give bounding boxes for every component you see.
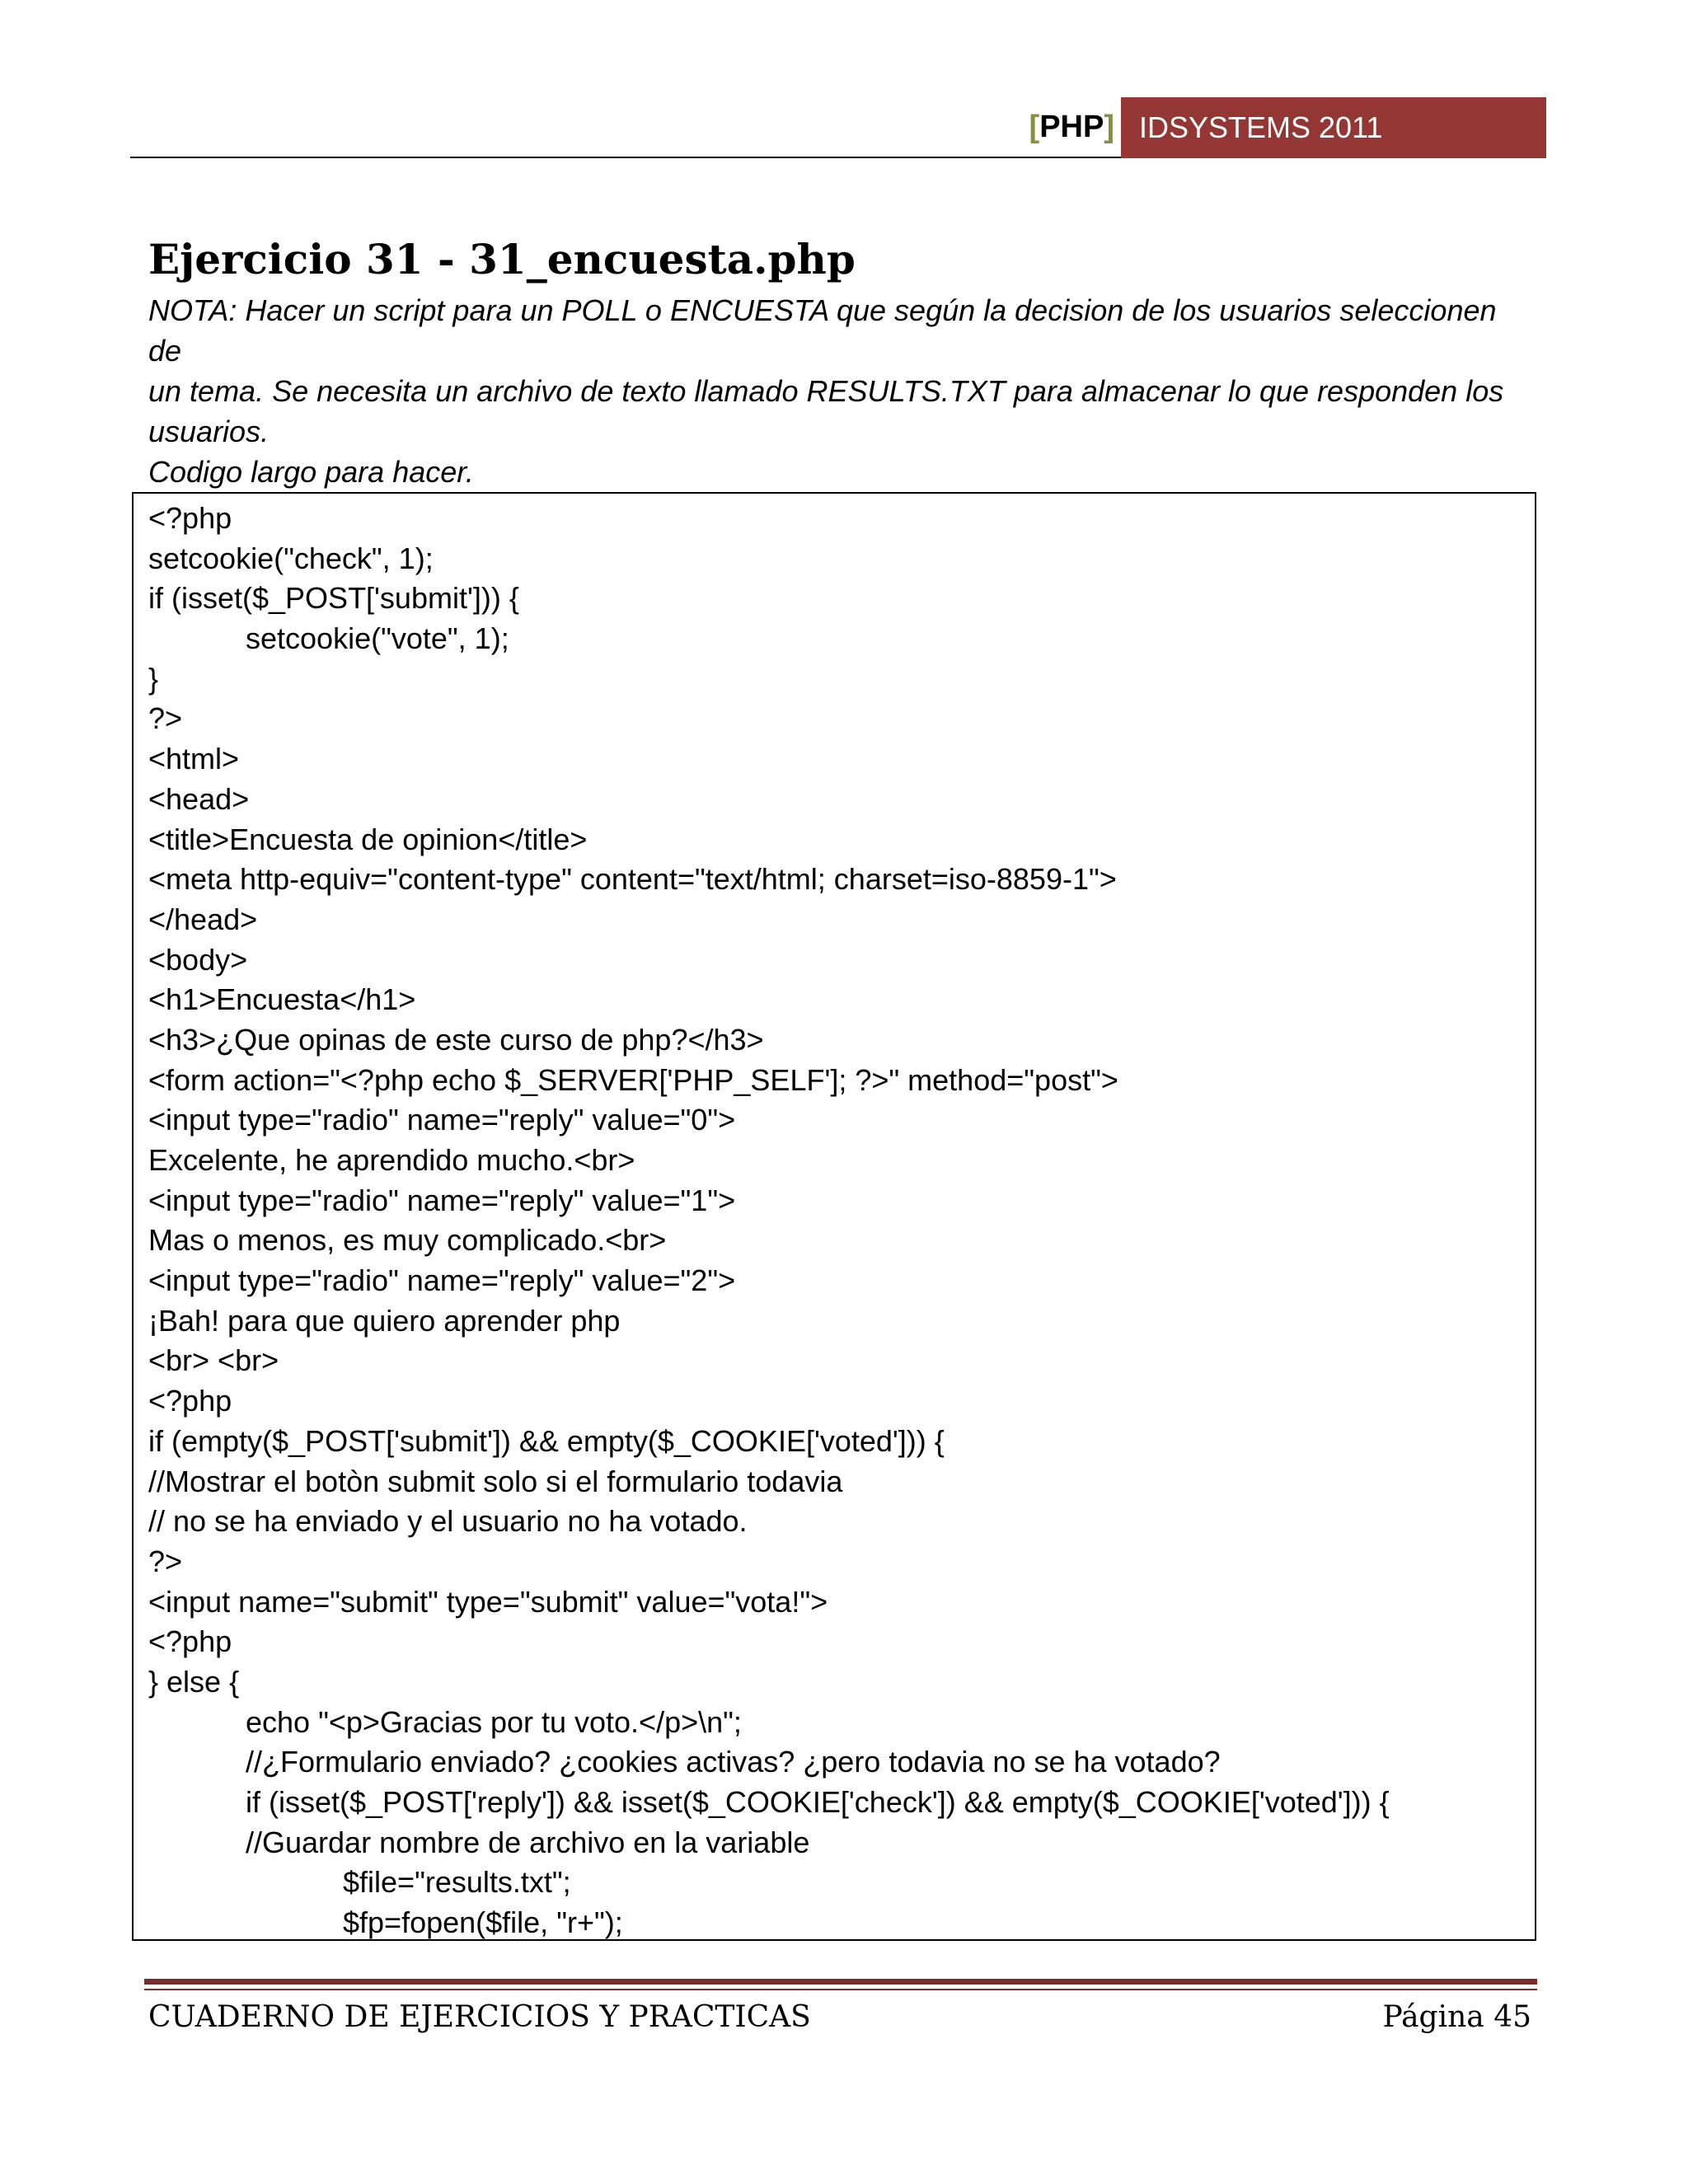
code-line: //Guardar nombre de archivo en la variable <box>246 1825 810 1859</box>
code-line: Mas o menos, es muy complicado.<br> <box>148 1223 667 1258</box>
code-line: ?> <box>148 1544 183 1578</box>
code-line: <input type="radio" name="reply" value="2"> <box>148 1263 736 1298</box>
code-line: //Mostrar el botòn submit solo si el formulario todavia <box>148 1464 843 1498</box>
code-line: //¿Formulario enviado? ¿cookies activas? ¿pero todavia no se ha votado? <box>246 1745 1221 1779</box>
code-line: if (isset($_POST['submit'])) { <box>148 581 519 616</box>
code-line: <?php <box>148 1384 232 1418</box>
header-rule <box>130 157 1121 158</box>
code-line: <meta http-equiv="content-type" content="text/html; charset=iso-8859-1"> <box>148 862 1117 897</box>
page-number: Página 45 <box>1382 2000 1531 2034</box>
header-tag <box>989 97 1114 157</box>
code-line: <h3>¿Que opinas de este curso de php?</h3> <box>148 1022 764 1057</box>
code-line: setcookie("vote", 1); <box>246 621 509 656</box>
footer-rule-thin <box>144 1989 1537 1990</box>
code-line: <head> <box>148 781 250 816</box>
code-line: <?php <box>148 1624 232 1659</box>
footer-rule-thick <box>144 1979 1537 1985</box>
code-line: // no se ha enviado y el usuario no ha votado. <box>148 1504 748 1539</box>
note-line: un tema. Se necesita un archivo de texto llamado RESULTS.TXT para almacenar lo que responden los <box>148 374 1504 408</box>
code-listing-box <box>132 492 1536 1941</box>
code-line: if (isset($_POST['reply']) && isset($_COOKIE['check']) && empty($_COOKIE['voted'])) { <box>246 1785 1390 1819</box>
exercise-note <box>148 290 1517 492</box>
code-line: <?php <box>148 501 232 535</box>
code-line: setcookie("check", 1); <box>148 541 434 575</box>
header-tag-text: PHP <box>1039 109 1104 144</box>
code-line: } else { <box>148 1664 240 1699</box>
footer-title: CUADERNO DE EJERCICIOS Y PRACTICAS <box>148 2000 811 2034</box>
code-listing <box>148 499 1526 1941</box>
code-line: </head> <box>148 902 258 936</box>
code-line: <h1>Encuesta</h1> <box>148 982 416 1017</box>
note-line: usuarios. <box>148 415 270 448</box>
code-line: <input type="radio" name="reply" value="1"> <box>148 1183 736 1217</box>
code-line: <input type="radio" name="reply" value="0"> <box>148 1103 736 1137</box>
note-line: Codigo largo para hacer. <box>148 455 474 489</box>
code-line: if (empty($_POST['submit']) && empty($_COOKIE['voted'])) { <box>148 1423 945 1458</box>
code-line: } <box>148 661 159 696</box>
code-line: ¡Bah! para que quiero aprender php <box>148 1303 621 1338</box>
code-line: echo "<p>Gracias por tu voto.</p>\n"; <box>246 1704 742 1739</box>
header-brand-box <box>1121 97 1546 158</box>
exercise-title: Ejercicio 31 - 31_encuesta.php <box>148 235 856 284</box>
code-line: <form action="<?php echo $_SERVER['PHP_SELF']; ?>" method="post"> <box>148 1062 1118 1097</box>
code-line: <br> <br> <box>148 1343 279 1378</box>
header-brand: IDSYSTEMS 2011 <box>1139 110 1383 144</box>
note-line: NOTA: Hacer un script para un POLL o ENCUESTA que según la decision de los usuarios seleccionen de <box>148 293 1497 368</box>
code-line: $fp=fopen($file, "r+"); <box>343 1905 623 1940</box>
code-line: <title>Encuesta de opinion</title> <box>148 822 588 856</box>
code-line: ?> <box>148 701 183 736</box>
code-line: <body> <box>148 942 248 977</box>
header-bracket-open: [ <box>1029 109 1040 144</box>
code-line: <html> <box>148 742 240 776</box>
code-line: $file="results.txt"; <box>343 1865 571 1900</box>
code-line: Excelente, he aprendido mucho.<br> <box>148 1143 635 1177</box>
code-line: <input name="submit" type="submit" value="vota!"> <box>148 1584 828 1619</box>
header-bracket-close: ] <box>1104 109 1114 144</box>
